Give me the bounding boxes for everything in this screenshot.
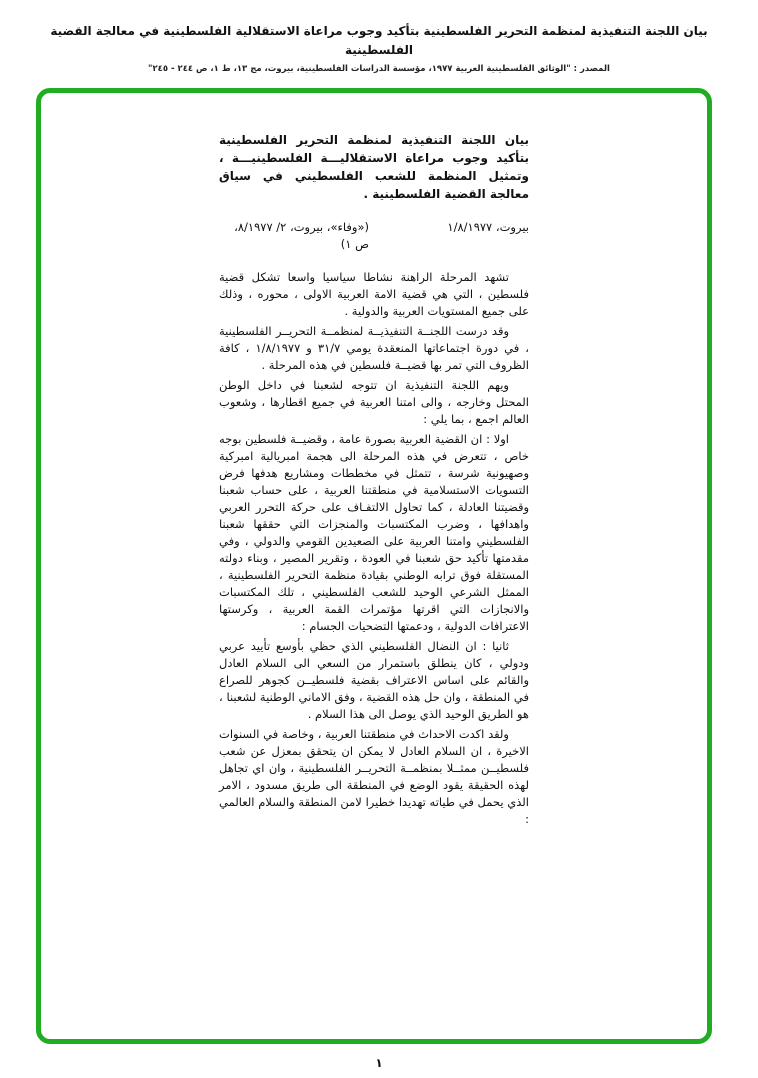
paragraph-6: ولقد اكدت الاحداث في منطقتنا العربية ، وخاصة في السنوات الاخيرة ، ان السلام العادل لا يمكن ان يتحقق بمعزل عن شعب فلسطيــن ممثــلا بمنظمــة التحريــر الفلسطينية ، وان اي تجاهل لهذه الحقيقة يقود الوضع في المنطقة الى طريق مسدود ، الامر الذي يحمل في طياته تهديدا خطيرا لامن المنطقة والسلام العالمي :: [219, 727, 529, 826]
paragraph-4-awalan: اولا : ان القضية العربية بصورة عامة ، وقضيــة فلسطين بوجه خاص ، تتعرض في هذه المرحلة الى هجمة امبريالية امبركية وصهيونية شرسة ، تتمثل في مخططات ومشاريع هدفها فرض التسويات الاستسلامية في منطقتنا العربية ، على حساب شعبنا وقضيتنا العادلة ، كما تحاول الالتفـاف على حركة التحرر العربي واهدافها ، وضرب المكتسبات والمنجزات التي حققها شعبنا الفلسطيني وامتنا العربية على الصعيدين القومي والدولي ، وفي مقدمتها تأكيد حق شعبنا في العودة ، وتقرير المصير ، وبناء دولته المستقلة فوق ترابه الوطني بقيادة منظمة التحرير الفلسطينية ، الممثل الشرعي الوحيد للشعب الفلسطيني ، تلك المكتسبات والانجازات التي اقرتها مؤتمرات القمة العربية ، وكرستها الاعترافات الدولية ، ودعمتها التضحيات الجسام :: [219, 432, 529, 633]
paragraph-2: وقد درست اللجنــة التنفيذيــة لمنظمــة التحريــر الفلسطينية ، في دورة اجتماعاتها المنعقدة يومي ٣١/٧ و ١/٨/١٩٧٧ ، كافة الظروف التي تمر بها قضيــة فلسطين في هذه المرحلة .: [219, 324, 529, 372]
page-number: ١: [375, 1056, 383, 1070]
paragraph-5-thanian: ثانيا : ان النضال الفلسطيني الذي حظي بأوسع تأييد عربي ودولي ، كان ينطلق باستمرار من السعي الى السلام العادل والقائم على اساس الاعتراف بقضية فلسطيــن كجوهر للصراع في المنطقة ، وان حل هذه القضية ، وفق الاماني الوطنية لشعبنا ، هو الطريق الوحيد الذي يوصل الى هذا السلام .: [219, 639, 529, 721]
header-source-line: المصدر : "الوثائق الفلسطينية العربية ١٩٧٧، مؤسسة الدراسات الفلسطينية، بيروت، مج ١٣، ط ١، ص ٢٤٤ - ٢٤٥": [148, 64, 610, 75]
header-title: بيان اللجنة التنفيذية لمنظمة التحرير الفلسطينية بتأكيد وجوب مراعاة الاستقلالية الفلسطينية في معالجة القضية الفلسطينية: [50, 24, 708, 57]
dateline: [219, 219, 529, 253]
paragraph-3: ويهم اللجنة التنفيذية ان تتوجه لشعبنا في داخل الوطن المحتل وخارجه ، والى امتنا العربية في جميع اقطارها ، وشعوب العالم اجمع ، بما يلي :: [219, 378, 529, 426]
paragraph-1: تشهد المرحلة الراهنة نشاطا سياسيا واسعا تشكل قضية فلسطين ، التي هي قضية الامة العربية الاولى ، محوره ، وذلك على جميع المستويات العربية والدولية .: [219, 270, 529, 318]
document-border-frame: [36, 88, 712, 1044]
page-header: [0, 0, 758, 74]
dateline-citation: («وفاء»، بيروت، ٢/ ٨/١٩٧٧، ص ١): [234, 220, 369, 251]
dateline-place-date: بيروت، ١/٨/١٩٧٧: [447, 220, 529, 234]
document-title: بيان اللجنة التنفيذية لمنظمة التحرير الفلسطينية بتأكيد وجوب مراعاة الاستقلاليـــة الفلسطينيـــة ، وتمثيل المنظمة للشعب الفلسطيني في سياق معالجة القضية الفلسطينية .: [219, 133, 529, 201]
document-body: [219, 131, 529, 828]
